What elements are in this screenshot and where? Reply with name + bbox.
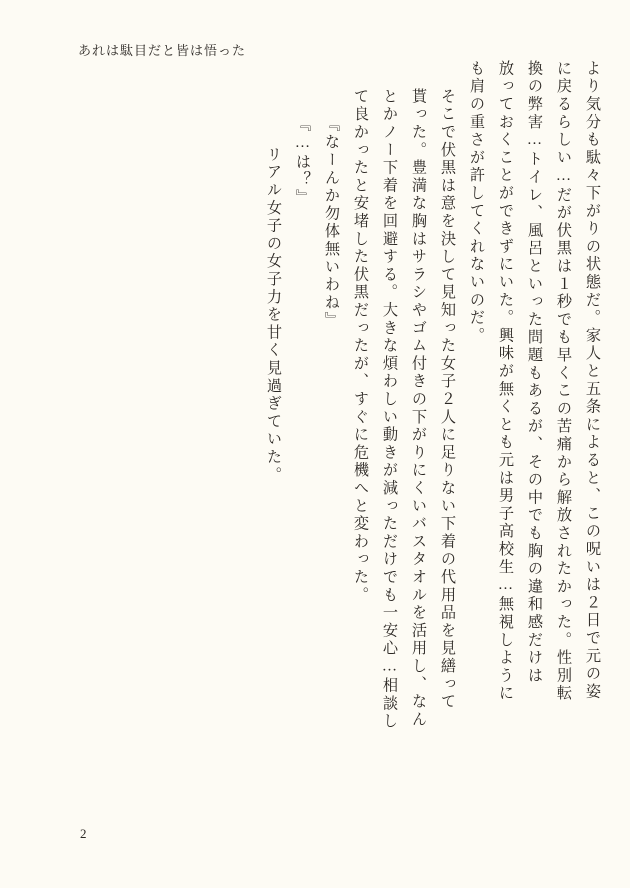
text-column: そこで伏黒は意を決して見知った女子２人に足りない下着の代用品を見繕って bbox=[439, 88, 456, 711]
page-number: 2 bbox=[80, 826, 87, 841]
text-column: て良かったと安堵した伏黒だったが、すぐに危機へと変わった。 bbox=[352, 88, 369, 605]
text-column: リアル女子の女子力を甘く見過ぎていた。 bbox=[265, 146, 282, 485]
text-column: とかノー下着を回避する。大きな煩わしい動きが減っただけでも一安心…相談し bbox=[381, 88, 398, 731]
vertical-text-body bbox=[66, 60, 600, 800]
text-column: 放っておくことができずにいた。興味が無くとも元は男子高校生…無視しように bbox=[497, 60, 514, 703]
text-column: 『…は？』 bbox=[294, 116, 311, 207]
text-column: も肩の重さが許してくれないのだ。 bbox=[468, 60, 485, 345]
text-column: 『なーんか勿体無いわね』 bbox=[323, 116, 340, 330]
text-column: に戻るらしい…だが伏黒は１秒でも早くこの苦痛から解放されたかった。性別転 bbox=[555, 60, 572, 703]
text-column: 貰った。豊満な胸はサラシやゴム付きの下がりにくいバスタオルを活用し、なん bbox=[410, 88, 427, 729]
page-header-title: あれは駄目だと皆は悟った bbox=[78, 43, 247, 58]
text-column: より気分も駄々下がりの状態だ。家人と五条によると、この呪いは２日で元の姿 bbox=[584, 60, 601, 701]
text-column: 換の弊害…トイレ、風呂といった問題もあるが、その中でも胸の違和感だけは bbox=[526, 60, 543, 685]
